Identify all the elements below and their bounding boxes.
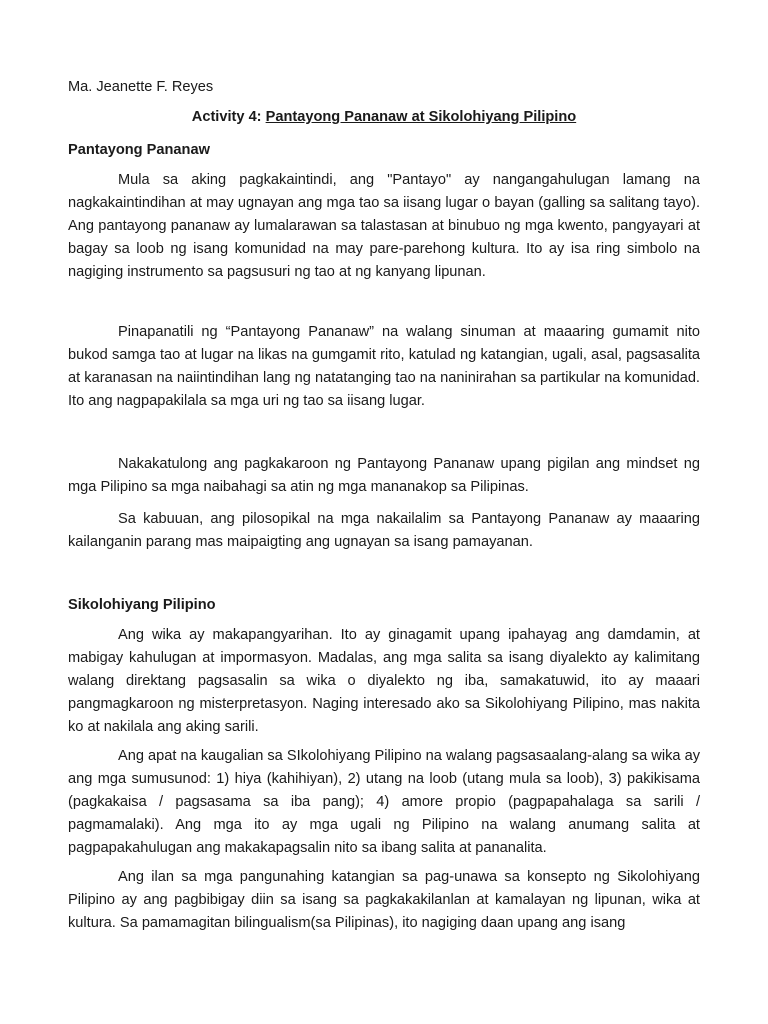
paragraph: Ang wika ay makapangyarihan. Ito ay ginagamit upang ipahayag ang damdamin, at mabigay kahulugan at impormasyon. Madalas, ang mga salita sa isang diyalekto ay kalimitang walang direktang pagsasalin sa wika o diyalekto ng iba, samakatuwid, ito ay maaari pangmagkaroon ng misterpretasyon. Naging interesado ako sa Sikolohiyang Pilipino, mas nakita ko at nakilala ang aking sarili. bbox=[68, 627, 700, 735]
paragraph: Nakakatulong ang pagkakaroon ng Pantayong Pananaw upang pigilan ang mindset ng mga Pilipino sa mga naibahagi sa atin ng mga mananakop sa Pilipinas. bbox=[68, 456, 700, 495]
section-heading-pantayong-pananaw: Pantayong Pananaw bbox=[68, 142, 210, 158]
title-underlined: Pantayong Pananaw at Sikolohiyang Pilipino bbox=[265, 109, 577, 125]
activity-title bbox=[0, 106, 768, 129]
paragraph: Ang ilan sa mga pangunahing katangian sa pag-unawa sa konsepto ng Sikolohiyang Pilipino ay ang pagbibigay diin sa isang sa pagkakakilanlan at kamalayan ng lipunan, wika at kultura. Sa pamamagitan bilingualism(sa Pilipinas), ito nagiging daan upang ang isang bbox=[68, 869, 700, 931]
paragraph: Pinapanatili ng “Pantayong Pananaw” na walang sinuman at maaaring gumamit nito bukod samga tao at lugar na likas na gumgamit rito, katulad ng katangian, ugali, asal, pagsasalita at karanasan na naiintindihan lang ng natatanging tao na naninirahan sa partikular na komunidad. Ito ang nagpapakilala sa mga uri ng tao sa iisang lugar. bbox=[68, 324, 700, 409]
paragraph: Ang apat na kaugalian sa SIkolohiyang Pilipino na walang pagsasaalang-alang sa wika ay ang mga sumusunod: 1) hiya (kahihiyan), 2) utang na loob (utang mula sa loob), 3) pakikisama (pagkakaisa / pagsasama sa iba pang); 4) amore propio (pagpapahalaga sa sarili / pagmamalaki). Ang mga ito ay mga ugali ng Pilipino na walang anumang salita at pagpapakahulugan ang makakapagsalin nito sa ibang salita at pananalita. bbox=[68, 748, 700, 856]
section-heading-sikolohiyang-pilipino: Sikolohiyang Pilipino bbox=[68, 597, 216, 613]
paragraph: Mula sa aking pagkakaintindi, ang "Pantayo" ay nangangahulugan lamang na nagkakaintindihan at may ugnayan ang mga tao sa iisang lugar o bayan (galling sa salitang tayo). Ang pantayong pananaw ay lumalarawan sa talastasan at binubuo ng mga kwento, pangyayari at bagay sa loob ng isang komunidad na may pare-parehong kultura. Ito ay isa ring simbolo na nagiging instrumento sa pagsusuri ng tao at ng kanyang lipunan. bbox=[68, 172, 700, 280]
paragraph: Sa kabuuan, ang pilosopikal na mga nakailalim sa Pantayong Pananaw ay maaaring kailanganin parang mas maipaigting ang ugnayan sa isang pamayanan. bbox=[68, 511, 700, 550]
author-name: Ma. Jeanette F. Reyes bbox=[68, 79, 214, 95]
title-prefix: Activity 4: bbox=[191, 109, 266, 125]
